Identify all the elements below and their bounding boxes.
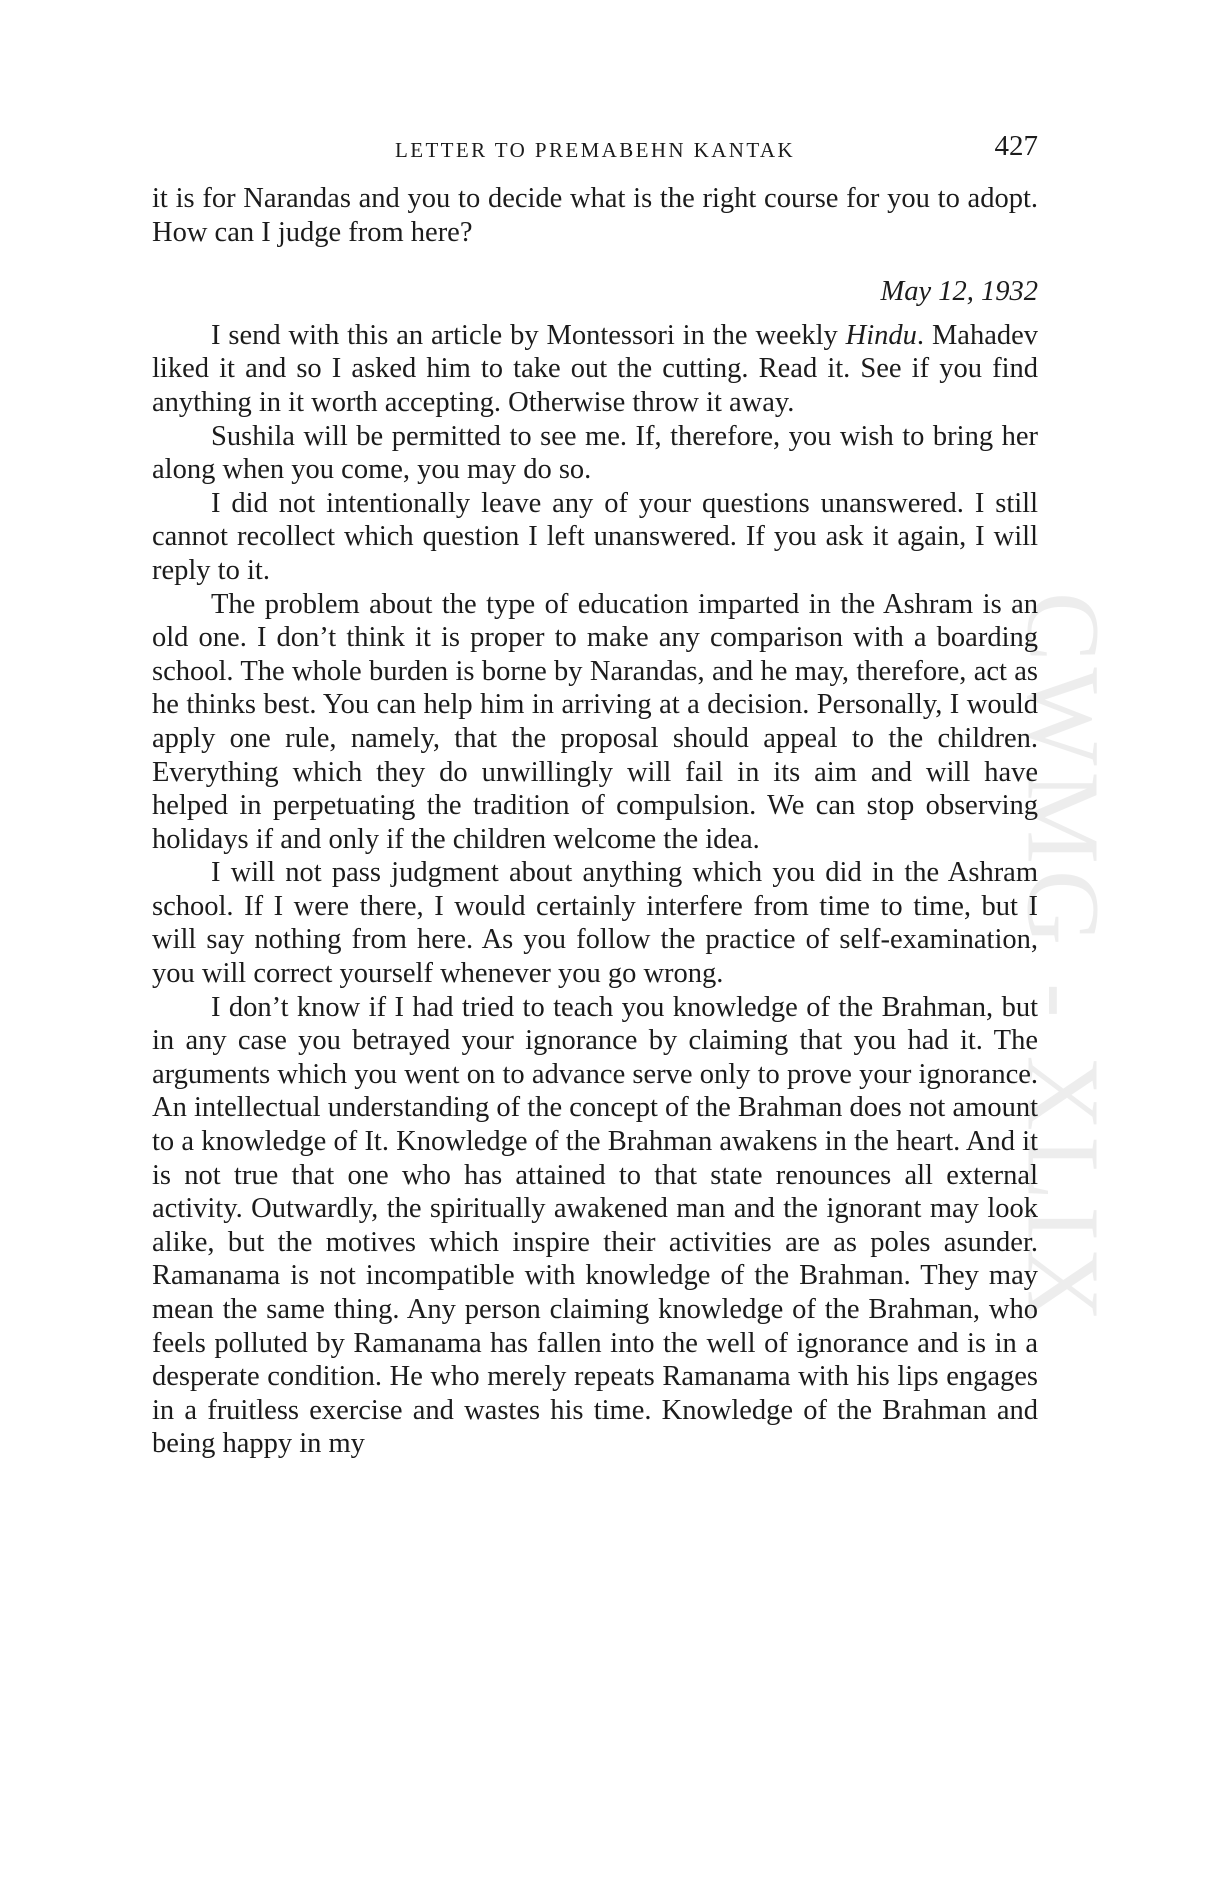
paragraph-text: I send with this an article by Montessori in the weekly	[211, 319, 846, 351]
watermark-text: CWMG - XLIX	[1005, 591, 1121, 1329]
running-head: LETTER TO PREMABEHN KANTAK	[394, 138, 796, 162]
page-number: 427	[994, 130, 1038, 162]
paragraph-judgment: I will not pass judgment about anything which you did in the Ashram school. If I were there, I would certainly interfere from time to time, but I will say nothing from here. As you follow the practice of self-examination, you will correct yourself whenever you go wrong.	[152, 857, 1038, 990]
paragraph-brahman: I don’t know if I had tried to teach you knowledge of the Brahman, but in any case you betrayed your ignorance by claiming that you had it. The arguments which you went on to advance serve only to prove your ignorance. An intellectual understanding of the concept of the Brahman does not amount to a knowledge of It. Knowledge of the Brahman awakens in the heart. And it is not true that one who has attained to that state renounces all external activity. Outwardly, the spiritually awakened man and the ignorant may look alike, but the motives which inspire their activities are as poles asunder. Ramanama is not incompatible with knowledge of the Brahman. They may mean the same thing. Any person claiming knowledge of the Brahman, who feels polluted by Ramanama has fallen into the well of ignorance and is in a desperate condition. He who merely repeats Ramanama with his lips engages in a fruitless exercise and wastes his time. Knowledge of the Brahman and being happy in my	[152, 991, 1038, 1460]
paragraph-text: . Mahadev liked it and so I asked him to take out the cutting. Read it. See if you find anything in it worth accepting. Otherwise throw it away.	[152, 319, 1038, 418]
paragraph-education: The problem about the type of education imparted in the Ashram is an old one. I don’t think it is proper to make any comparison with a boarding school. The whole burden is borne by Narandas, and he may, therefore, act as he thinks best. You can help him in arriving at a decision. Personally, I would apply one rule, namely, that the proposal should appeal to the children. Everything which they do unwillingly will fail in its aim and will have helped in perpetuating the tradition of compulsion. We can stop observing holidays if and only if the children welcome the idea.	[152, 588, 1038, 855]
page-body	[152, 182, 1038, 1461]
paragraph-continuation: it is for Narandas and you to decide what is the right course for you to adopt. How can I judge from here?	[152, 183, 1038, 248]
dateline: May 12, 1932	[880, 276, 1038, 308]
paragraph-montessori	[152, 319, 1038, 420]
publication-title: Hindu	[845, 319, 917, 351]
page-header	[152, 130, 1038, 170]
paragraph-questions: I did not intentionally leave any of your questions unanswered. I still cannot recollect which question I left unanswered. If you ask it again, I will reply to it.	[152, 487, 1038, 586]
paragraph-sushila: Sushila will be permitted to see me. If, therefore, you wish to bring her along when you come, you may do so.	[152, 420, 1038, 486]
